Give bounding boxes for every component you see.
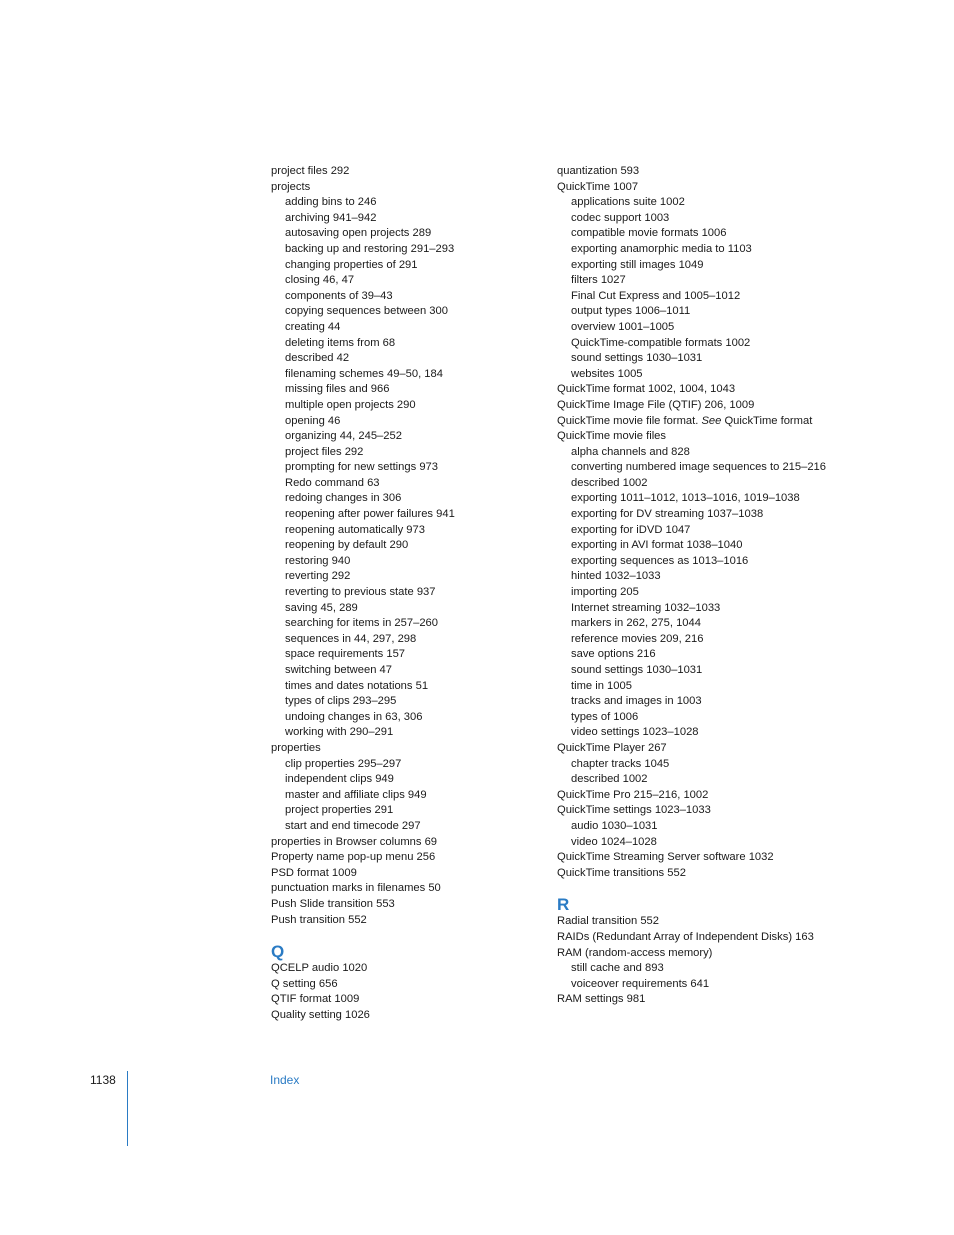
- index-subentry: types of 1006: [571, 710, 639, 723]
- index-subentry: reverting to previous state 937: [285, 586, 436, 599]
- footer-section-title: Index: [270, 1073, 300, 1087]
- index-subentry: output types 1006–1011: [571, 305, 691, 318]
- index-column-right: [557, 164, 827, 1008]
- index-subentry: project properties 291: [285, 804, 394, 817]
- see-target: QuickTime format: [721, 414, 813, 427]
- index-subentry: project files 292: [285, 445, 364, 458]
- index-entry: Quality setting 1026: [271, 1008, 370, 1021]
- index-subentry: overview 1001–1005: [571, 320, 675, 333]
- index-subentry: reopening by default 290: [285, 539, 409, 552]
- index-column-left: [271, 164, 551, 1023]
- index-subentry: Redo command 63: [285, 476, 380, 489]
- index-entry: Push transition 552: [271, 913, 367, 926]
- index-subentry: exporting 1011–1012, 1013–1016, 1019–1038: [571, 492, 800, 505]
- index-subentry: space requirements 157: [285, 648, 406, 661]
- index-subentry: exporting for DV streaming 1037–1038: [571, 508, 764, 521]
- index-subentry: closing 46, 47: [285, 274, 355, 287]
- footer-divider: [127, 1071, 128, 1146]
- index-subentry: archiving 941–942: [285, 211, 377, 224]
- index-subentry: prompting for new settings 973: [285, 461, 438, 474]
- index-entry: project files 292: [271, 165, 350, 177]
- index-subentry: multiple open projects 290: [285, 398, 416, 411]
- index-entry: QuickTime movie files: [557, 430, 666, 443]
- index-subentry: types of clips 293–295: [285, 695, 397, 708]
- index-subentry: sequences in 44, 297, 298: [285, 632, 417, 645]
- index-entry: punctuation marks in filenames 50: [271, 882, 441, 895]
- index-subentry: applications suite 1002: [571, 196, 685, 209]
- index-entry: QuickTime Player 267: [557, 741, 667, 754]
- index-subentry: reverting 292: [285, 570, 351, 583]
- index-subentry: video 1024–1028: [571, 835, 657, 848]
- index-entry: properties in Browser columns 69: [271, 835, 438, 848]
- index-subentry: backing up and restoring 291–293: [285, 242, 455, 255]
- index-entry: projects: [271, 180, 311, 193]
- index-entry: [557, 414, 827, 430]
- index-entry: Radial transition 552: [557, 915, 659, 928]
- index-entry: QuickTime 1007: [557, 180, 639, 193]
- index-subentry: Final Cut Express and 1005–1012: [571, 289, 741, 302]
- index-subentry: alpha channels and 828: [571, 445, 690, 458]
- index-subentry: chapter tracks 1045: [571, 757, 670, 770]
- index-subentry: Internet streaming 1032–1033: [571, 601, 721, 614]
- index-subentry: organizing 44, 245–252: [285, 430, 402, 443]
- index-subentry: described 1002: [571, 773, 648, 786]
- index-subentry: start and end timecode 297: [285, 819, 421, 832]
- index-subentry: hinted 1032–1033: [571, 570, 661, 583]
- index-entry: RAIDs (Redundant Array of Independent Disks) 163: [557, 930, 814, 943]
- index-subentry: tracks and images in 1003: [571, 695, 702, 708]
- index-subentry: changing properties of 291: [285, 258, 418, 271]
- index-subentry: creating 44: [285, 320, 341, 333]
- index-subentry: websites 1005: [571, 367, 643, 380]
- see-reference: See: [701, 414, 722, 427]
- index-entry: PSD format 1009: [271, 866, 357, 879]
- index-entry: quantization 593: [557, 165, 640, 177]
- index-entry: QuickTime transitions 552: [557, 866, 686, 879]
- index-entry: properties: [271, 741, 321, 754]
- index-subentry: converting numbered image sequences to 215–216: [571, 461, 827, 474]
- index-entry: QuickTime Pro 215–216, 1002: [557, 788, 709, 801]
- index-subentry: searching for items in 257–260: [285, 617, 438, 630]
- index-subentry: independent clips 949: [285, 773, 394, 786]
- index-subentry: still cache and 893: [571, 962, 664, 975]
- index-subentry: saving 45, 289: [285, 601, 358, 614]
- index-subentry: switching between 47: [285, 664, 392, 676]
- index-subentry: QuickTime-compatible formats 1002: [571, 336, 751, 349]
- index-subentry: save options 216: [571, 648, 656, 661]
- index-subentry: autosaving open projects 289: [285, 227, 432, 240]
- index-subentry: importing 205: [571, 586, 639, 599]
- index-subentry: time in 1005: [571, 679, 632, 692]
- index-subentry: exporting sequences as 1013–1016: [571, 554, 749, 567]
- index-entry: Push Slide transition 553: [271, 897, 395, 910]
- index-subentry: exporting in AVI format 1038–1040: [571, 539, 743, 552]
- index-subentry: filters 1027: [571, 274, 626, 287]
- index-entry: QuickTime Streaming Server software 1032: [557, 851, 774, 864]
- index-subentry: redoing changes in 306: [285, 492, 402, 505]
- index-subentry: copying sequences between 300: [285, 305, 448, 318]
- index-subentry: exporting still images 1049: [571, 258, 704, 271]
- index-section-letter: Q: [271, 942, 285, 962]
- index-subentry: video settings 1023–1028: [571, 726, 699, 739]
- page-number: 1138: [90, 1073, 116, 1087]
- index-subentry: codec support 1003: [571, 211, 670, 224]
- index-subentry: exporting anamorphic media to 1103: [571, 242, 752, 255]
- index-subentry: reopening automatically 973: [285, 523, 425, 536]
- index-subentry: described 42: [285, 352, 350, 365]
- index-subentry: times and dates notations 51: [285, 679, 429, 692]
- index-subentry: adding bins to 246: [285, 196, 377, 209]
- index-subentry: compatible movie formats 1006: [571, 227, 727, 240]
- index-entry: QuickTime format 1002, 1004, 1043: [557, 383, 736, 396]
- index-subentry: reference movies 209, 216: [571, 632, 704, 645]
- index-entry-term: QuickTime movie file format.: [557, 414, 702, 427]
- index-entry: QCELP audio 1020: [271, 962, 368, 975]
- index-entry: RAM settings 981: [557, 993, 646, 1006]
- index-subentry: master and affiliate clips 949: [285, 788, 427, 801]
- index-subentry: voiceover requirements 641: [571, 977, 710, 990]
- index-entry: Property name pop-up menu 256: [271, 851, 436, 864]
- index-subentry: missing files and 966: [285, 383, 390, 396]
- index-entry: Q setting 656: [271, 977, 338, 990]
- index-section-letter: R: [557, 895, 570, 915]
- index-subentry: deleting items from 68: [285, 336, 396, 349]
- index-entry: QTIF format 1009: [271, 993, 360, 1006]
- index-subentry: opening 46: [285, 414, 341, 427]
- index-entry: RAM (random-access memory): [557, 946, 713, 959]
- index-entry: QuickTime Image File (QTIF) 206, 1009: [557, 398, 755, 411]
- index-subentry: described 1002: [571, 476, 648, 489]
- index-subentry: exporting for iDVD 1047: [571, 523, 691, 536]
- index-subentry: reopening after power failures 941: [285, 508, 455, 521]
- index-subentry: filenaming schemes 49–50, 184: [285, 367, 443, 380]
- index-subentry: working with 290–291: [285, 726, 394, 739]
- index-subentry: audio 1030–1031: [571, 819, 658, 832]
- index-subentry: components of 39–43: [285, 289, 393, 302]
- index-subentry: sound settings 1030–1031: [571, 352, 703, 365]
- index-subentry: markers in 262, 275, 1044: [571, 617, 701, 630]
- index-entry: QuickTime settings 1023–1033: [557, 804, 711, 817]
- index-subentry: clip properties 295–297: [285, 757, 402, 770]
- index-subentry: sound settings 1030–1031: [571, 664, 703, 676]
- index-subentry: undoing changes in 63, 306: [285, 710, 423, 723]
- index-subentry: restoring 940: [285, 554, 351, 567]
